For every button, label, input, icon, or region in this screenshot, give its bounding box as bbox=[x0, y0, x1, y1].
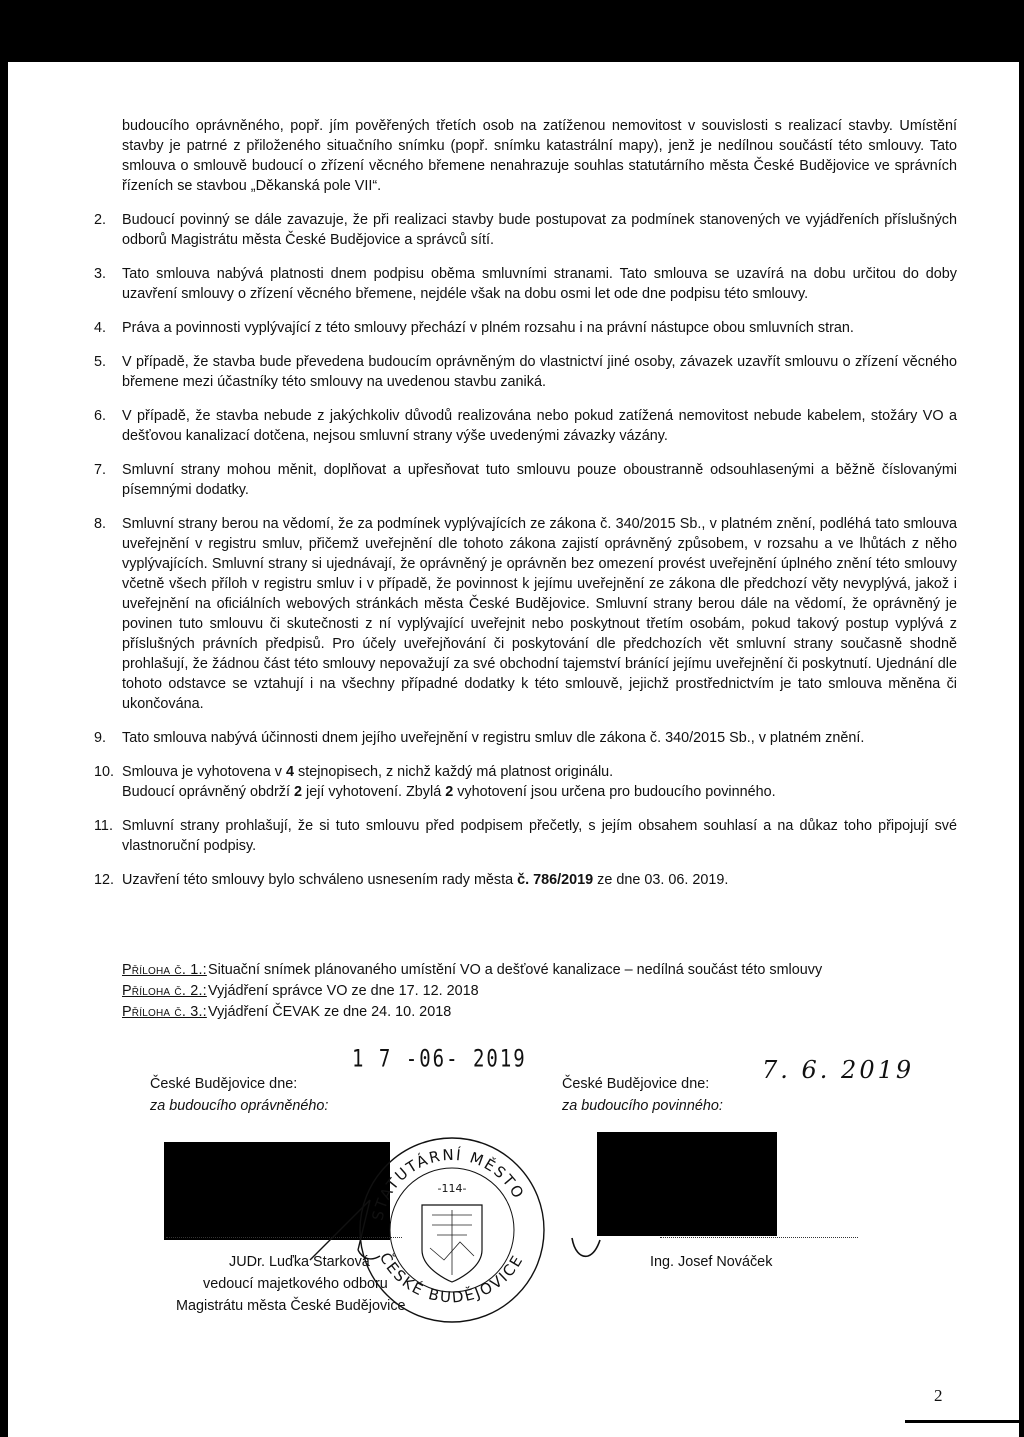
appendix-text: Situační snímek plánovaného umístění VO a dešťové kanalizace – nedílná součást této smlouvy bbox=[208, 962, 823, 978]
appendix-text: Vyjádření správce VO ze dne 17. 12. 2018 bbox=[208, 983, 479, 999]
signer-title-left: vedoucí majetkového odboru bbox=[203, 1276, 388, 1292]
clause-8 bbox=[94, 514, 957, 714]
clause-text: V případě, že stavba nebude z jakýchkoliv důvodů realizována nebo pokud zatížená nemovitost nebude kabelem, stožáry VO a dešťovou kanalizací dotčena, nejsou smluvní strany výše uvedenými závazky vázány. bbox=[122, 408, 957, 444]
clause-10-text: Budoucí oprávněný obdrží bbox=[122, 784, 294, 800]
stamp-top-text: STATUTÁRNÍ MĚSTO bbox=[368, 1145, 529, 1223]
clause-text: V případě, že stavba bude převedena budoucím oprávněným do vlastnictví jiné osoby, závazek uzavřít smlouvu o zřízení věcného břemene mezi účastníky této smlouvy na uvedenou stavbu zaniká. bbox=[122, 354, 957, 390]
party-role-right: za budoucího povinného: bbox=[562, 1098, 723, 1114]
appendix-row bbox=[122, 1002, 822, 1023]
clause-text: Tato smlouva nabývá platnosti dnem podpisu oběma smluvními stranami. Tato smlouva se uzavírá na dobu určitou do doby uzavření smlouvy o zřízení věcného břemene, nejdéle však na dobu osmi let ode dne podpisu této smlouvy. bbox=[122, 266, 957, 302]
appendix-text: Vyjádření ČEVAK ze dne 24. 10. 2018 bbox=[208, 1004, 452, 1020]
clause-2 bbox=[94, 210, 957, 250]
clause-12-text: Uzavření této smlouvy bylo schváleno usnesením rady města bbox=[122, 872, 518, 888]
clause-number: 11. bbox=[94, 818, 113, 834]
signer-name-left: JUDr. Luďka Starková bbox=[229, 1254, 370, 1270]
clause-12-text: ze dne 03. 06. 2019. bbox=[593, 872, 729, 888]
clause-number: 6. bbox=[94, 408, 107, 424]
signature-line-right bbox=[660, 1237, 858, 1238]
signer-name-right: Ing. Josef Nováček bbox=[650, 1254, 773, 1270]
appendix-label: Příloha č. 3.: bbox=[122, 1004, 207, 1020]
scan-top-border bbox=[0, 0, 1024, 62]
page-number: 2 bbox=[934, 1386, 943, 1405]
clause-3 bbox=[94, 264, 957, 304]
clause-number: 7. bbox=[94, 462, 107, 478]
clause-number: 3. bbox=[94, 266, 107, 282]
clause-number: 10. bbox=[94, 764, 115, 780]
clause-9 bbox=[94, 728, 957, 748]
clause-text: Smluvní strany prohlašují, že si tuto smlouvu před podpisem přečetly, s jejím obsahem souhlasí a na důkaz toho připojují své vlastnoruční podpisy. bbox=[122, 818, 957, 854]
scan-bottom-mark bbox=[905, 1420, 1024, 1423]
place-date-label-left: České Budějovice dne: bbox=[150, 1076, 298, 1092]
contract-body bbox=[94, 116, 957, 890]
clause-number: 5. bbox=[94, 354, 107, 370]
clause-text: Práva a povinnosti vyplývající z této smlouvy přechází v plném rozsahu i na právní nástupce obou smluvních stran. bbox=[122, 320, 854, 336]
clause-text: Smluvní strany mohou měnit, doplňovat a upřesňovat tuto smlouvu pouze oboustranně odsouhlasenými a běžně číslovanými písemnými dodatky. bbox=[122, 462, 957, 498]
copies-authorized: 2 bbox=[294, 784, 303, 800]
clause-10-text: její vyhotovení. Zbylá bbox=[302, 784, 446, 800]
signature-scribble-right bbox=[566, 1230, 606, 1270]
clause-10-text: stejnopisech, z nichž každý má platnost originálu. bbox=[294, 764, 614, 780]
appendices-list bbox=[122, 960, 822, 1023]
resolution-number: č. 786/2019 bbox=[517, 872, 594, 888]
redaction-block-right bbox=[597, 1132, 777, 1236]
clause-text: Tato smlouva nabývá účinnosti dnem jejího uveřejnění v registru smluv dle zákona č. 340/2015 Sb., v platném znění. bbox=[122, 730, 865, 746]
clause-number: 12. bbox=[94, 872, 115, 888]
clause-number: 9. bbox=[94, 730, 107, 746]
signer-department-left: Magistrátu města České Budějovice bbox=[176, 1298, 406, 1314]
clause-number: 2. bbox=[94, 212, 107, 228]
stamp-bottom-text: ČESKÉ BUDĚJOVICE bbox=[375, 1249, 528, 1307]
clause-text: Budoucí povinný se dále zavazuje, že při realizaci stavby bude postupovat za podmínek stanovených ve vyjádřeních příslušných odborů Magistrátu města České Budějovice a správců sítí. bbox=[122, 212, 957, 248]
clause-6 bbox=[94, 406, 957, 446]
scan-left-border bbox=[0, 0, 8, 1437]
clause-text bbox=[122, 870, 957, 890]
copies-obligated: 2 bbox=[445, 784, 454, 800]
clause-text bbox=[122, 762, 957, 802]
appendix-row bbox=[122, 981, 822, 1002]
appendix-label: Příloha č. 2.: bbox=[122, 983, 207, 999]
place-date-label-right: České Budějovice dne: bbox=[562, 1076, 710, 1092]
clause-12 bbox=[94, 870, 957, 890]
clause-10-text: vyhotovení jsou určena pro budoucího povinného. bbox=[453, 784, 776, 800]
clause-10-text: Smlouva je vyhotovena v bbox=[122, 764, 286, 780]
clause-11 bbox=[94, 816, 957, 856]
clause-4 bbox=[94, 318, 957, 338]
paragraph-continuation: budoucího oprávněného, popř. jím pověřených třetích osob na zatíženou nemovitost v souvislosti s realizací stavby. Umístění stavby je patrné z přiloženého situačního snímku (popř. snímku katastrální mapy), jenž je nedílnou součástí této smlouvy. Tato smlouva o smlouvě budoucí o zřízení věcného břemene nenahrazuje souhlas statutárního města České Budějovice ve správních řízeních se stavbou „Děkanská pole VII“. bbox=[122, 118, 957, 194]
clause-number: 4. bbox=[94, 320, 107, 336]
clause-7 bbox=[94, 460, 957, 500]
party-role-left: za budoucího oprávněného: bbox=[150, 1098, 329, 1114]
clause-10 bbox=[94, 762, 957, 802]
stamp-number: -114- bbox=[437, 1182, 467, 1195]
date-stamp-left: 1 7 -06- 2019 bbox=[352, 1045, 527, 1073]
handwritten-date-right: 7. 6. 2019 bbox=[762, 1056, 915, 1084]
scan-right-border bbox=[1019, 0, 1024, 1437]
appendix-label: Příloha č. 1.: bbox=[122, 962, 207, 978]
appendix-row bbox=[122, 960, 822, 981]
clause-number: 8. bbox=[94, 516, 107, 532]
copies-total: 4 bbox=[285, 764, 294, 780]
clause-5 bbox=[94, 352, 957, 392]
clause-text: Smluvní strany berou na vědomí, že za podmínek vyplývajících ze zákona č. 340/2015 Sb., v platném znění, podléhá tato smlouva uveřejnění v registru smluv, přičemž uveřejnění dle tohoto zákona zajistí oprávněný způsobem, v rozsahu a ve lhůtách z něho vyplývajících. Smluvní strany si ujednávají, že oprávněný je oprávněn bez omezení provést uveřejnění úplného znění této smlouvy včetně všech příloh v registru smluv i v případě, že povinnost k jejímu uveřejnění ze zákona dle předchozí věty nevyplývá, jakož i uveřejnění na oficiálních webových stránkách města České Budějovice. Smluvní strany berou dále na vědomí, že oprávněný je povinen tuto smlouvu či skutečnosti z ní vyplývající uveřejnit nebo poskytnout třetím osobám, pokud takový postup vyplývá z příslušných právních předpisů. Pro účely uveřejňování či poskytování dle předchozích vět smluvní strany současně shodně prohlašují, že žádnou část této smlouvy nepovažují za své obchodní tajemství bránící jejímu uveřejnění či poskytnutí. Ujednání dle tohoto odstavce se vztahují i na všechny případné dodatky k této smlouvě, jejichž prostřednictvím je tato smlouva měněna či ukončována. bbox=[122, 516, 957, 712]
